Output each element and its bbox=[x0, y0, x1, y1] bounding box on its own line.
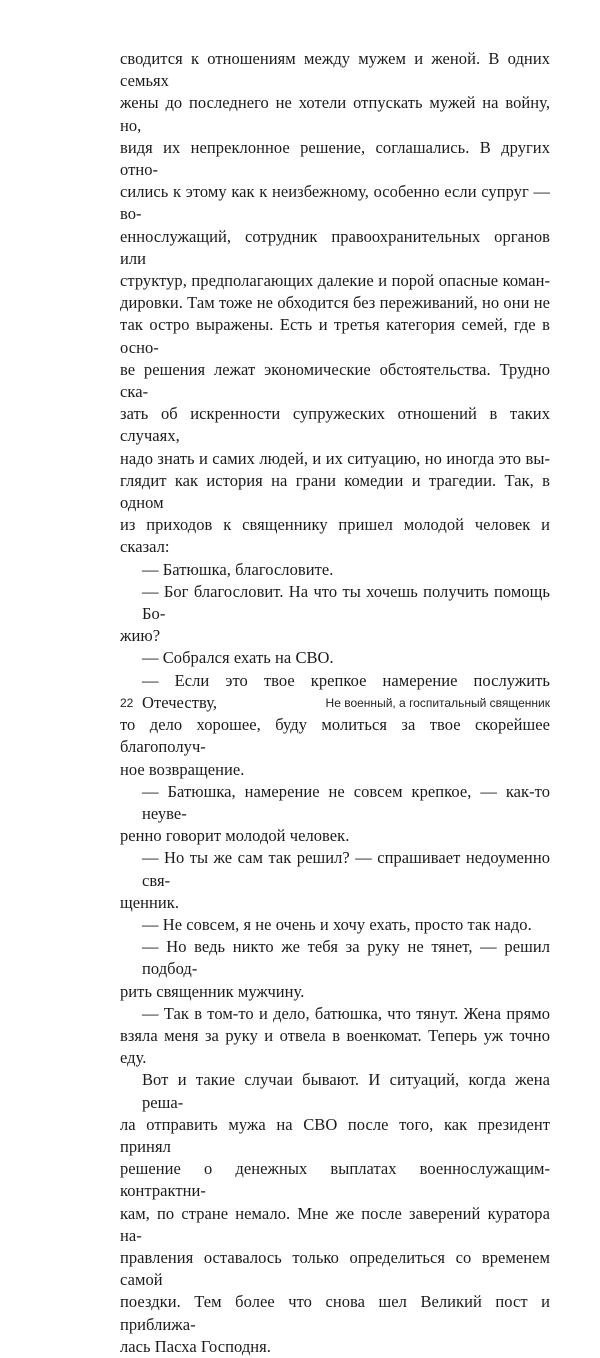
text-line: — Если это твое крепкое намерение послужить Отечеству, bbox=[142, 670, 550, 712]
text-line: жию? bbox=[120, 626, 161, 646]
running-title: Не военный, а госпитальный священник bbox=[325, 696, 550, 710]
text-line: ве решения лежат экономические обстоятельства. Трудно ска- bbox=[120, 359, 550, 402]
text-line: щенник. bbox=[120, 892, 180, 912]
text-line: дировки. Там тоже не обходится без переживаний, но они не bbox=[120, 293, 550, 313]
text-line: надо знать и самих людей, и их ситуацию, но иногда это вы- bbox=[120, 448, 550, 468]
text-line: из приходов к священнику пришел молодой человек и сказал: bbox=[120, 515, 550, 557]
text-line: видя их непреклонное решение, соглашались. В других отно- bbox=[120, 137, 550, 180]
text-line: сводится к отношениям между мужем и женой. В одних семьях bbox=[120, 49, 550, 91]
text-line: — Так в том-то и дело, батюшка, что тянут. Жена прямо bbox=[142, 1003, 550, 1023]
page-number: 22 bbox=[120, 696, 134, 710]
text-line: — Но ведь никто же тебя за руку не тянет, — решил подбод- bbox=[142, 937, 550, 979]
text-line: поездки. Тем более что снова шел Великий пост и приближа- bbox=[120, 1292, 550, 1334]
text-line: — Батюшка, намерение не совсем крепкое, — как-то неуве- bbox=[142, 781, 550, 823]
text-line: жены до последнего не хотели отпускать мужей на войну, но, bbox=[120, 93, 550, 135]
text-line: ное возвращение. bbox=[120, 759, 245, 779]
text-line: рить священник мужчину. bbox=[120, 981, 305, 1001]
text-line: лась Пасха Господня. bbox=[120, 1336, 271, 1356]
text-line: так остро выражены. Есть и третья категория семей, где в осно- bbox=[120, 315, 550, 357]
text-line: глядит как история на грани комедии и трагедии. Так, в одном bbox=[120, 470, 550, 513]
text-line: правления оставалось только определиться со временем самой bbox=[120, 1247, 550, 1290]
text-line: — Батюшка, благословите. bbox=[142, 559, 334, 579]
text-line: кам, по стране немало. Мне же после заверений куратора на- bbox=[120, 1203, 550, 1245]
text-line: ла отправить мужа на СВО после того, как президент принял bbox=[120, 1114, 550, 1156]
text-line: решение о денежных выплатах военнослужащим-контрактни- bbox=[120, 1159, 550, 1201]
text-line: то дело хорошее, буду молиться за твое скорейшее благополуч- bbox=[120, 715, 550, 757]
text-line: — Не совсем, я не очень и хочу ехать, просто так надо. bbox=[142, 914, 532, 934]
text-line: взяла меня за руку и отвела в военкомат. Теперь уж точно еду. bbox=[120, 1025, 550, 1068]
text-line: Вот и такие случаи бывают. И ситуаций, когда жена реша- bbox=[142, 1070, 550, 1112]
text-line: сились к этому как к неизбежному, особенно если супруг — во- bbox=[120, 182, 550, 224]
text-line: зать об искренности супружеских отношений в таких случаях, bbox=[120, 404, 550, 446]
text-line: структур, предполагающих далекие и порой опасные коман- bbox=[120, 271, 550, 291]
text-line: — Но ты же сам так решил? — спрашивает недоуменно свя- bbox=[142, 848, 550, 890]
text-line: ренно говорит молодой человек. bbox=[120, 826, 350, 846]
text-line: еннослужащий, сотрудник правоохранительных органов или bbox=[120, 226, 550, 268]
page-footer bbox=[120, 696, 550, 714]
text-line: — Бог благословит. На что ты хочешь получить помощь Бо- bbox=[142, 581, 550, 624]
text-line: — Собрался ехать на СВО. bbox=[142, 648, 334, 668]
